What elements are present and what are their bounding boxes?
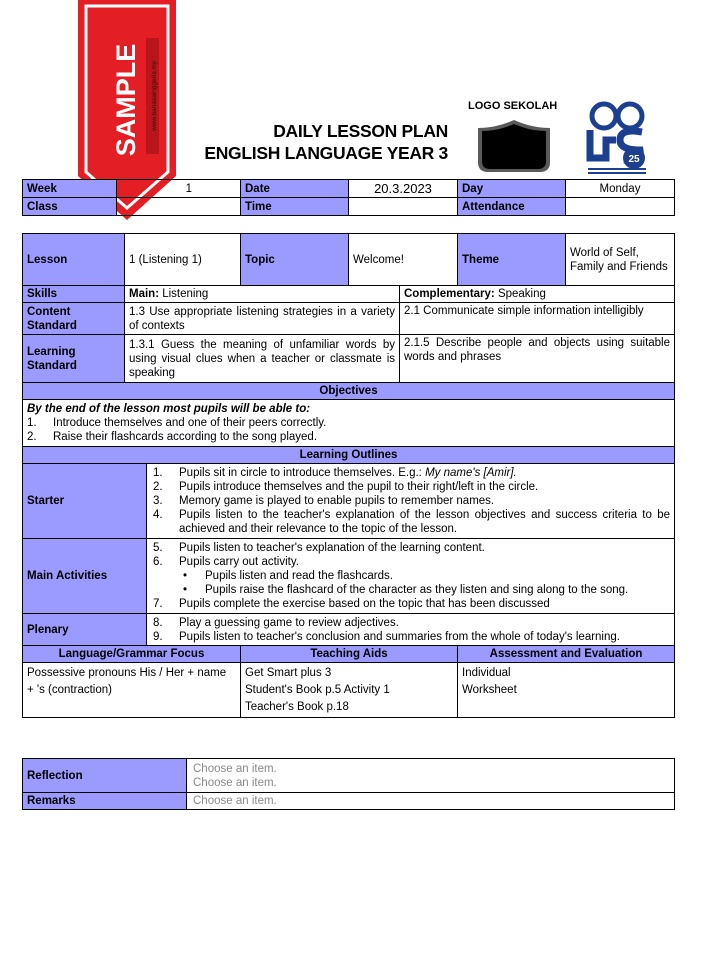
reflection-table: [22, 758, 675, 810]
theme-label: Theme: [458, 234, 566, 286]
learning-standard-label: Learning Standard: [23, 335, 125, 383]
title-line-2: ENGLISH LANGUAGE YEAR 3: [204, 143, 448, 163]
day-label: Day: [458, 180, 566, 198]
grammar-focus-value: Possessive pronouns His / Her + name + 's (contraction): [23, 663, 241, 718]
reflection-label: Reflection: [23, 759, 187, 793]
main-activities-steps: 5. Pupils listen to teacher's explanation of the learning content. 6. Pupils carry out activity. • Pupils listen and read the flashcards. • Pupils raise the flashcard of the character as they listen and sing along to the song. 7. Pupils complete the exercise based on the topic that has been discussed: [147, 539, 675, 614]
objectives-heading: Objectives: [23, 383, 675, 400]
time-label: Time: [241, 198, 349, 216]
week-label: Week: [23, 180, 117, 198]
starter-label: Starter: [23, 464, 147, 539]
learning-standard-main: 1.3.1 Guess the meaning of unfamiliar words by using visual clues when a teacher or classmate is speaking: [125, 335, 400, 383]
plenary-steps: 8. Play a guessing game to review adjectives. 9. Pupils listen to teacher's conclusion and summaries from the whole of today's learning.: [147, 614, 675, 646]
svg-text:25: 25: [628, 154, 640, 165]
week-value: 1: [117, 180, 241, 198]
lesson-value: 1 (Listening 1): [125, 234, 241, 286]
grammar-focus-heading: Language/Grammar Focus: [23, 646, 241, 663]
ministry-emblem-icon: [582, 100, 650, 178]
school-logo-shield-icon: [476, 118, 552, 174]
assessment-value: Individual Worksheet: [458, 663, 675, 718]
content-standard-main: 1.3 Use appropriate listening strategies in a variety of contexts: [125, 303, 400, 335]
remarks-label: Remarks: [23, 793, 187, 810]
plenary-label: Plenary: [23, 614, 147, 646]
lesson-table: [22, 233, 675, 718]
main-activities-label: Main Activities: [23, 539, 147, 614]
skills-main: Main: Listening: [125, 286, 400, 303]
theme-value: World of Self, Family and Friends: [566, 234, 675, 286]
remarks-dropdown[interactable]: Choose an item.: [187, 793, 675, 810]
time-value: [349, 198, 458, 216]
objectives-body: [23, 400, 675, 447]
school-logo-label: LOGO SEKOLAH: [468, 100, 558, 112]
class-value: [117, 198, 241, 216]
class-label: Class: [23, 198, 117, 216]
content-standard-label: Content Standard: [23, 303, 125, 335]
content-standard-comp: 2.1 Communicate simple information intelligibly: [400, 303, 675, 335]
skills-label: Skills: [23, 286, 125, 303]
title-line-1: DAILY LESSON PLAN: [273, 121, 448, 141]
assessment-heading: Assessment and Evaluation: [458, 646, 675, 663]
starter-steps: 1. Pupils sit in circle to introduce themselves. E.g.: My name's [Amir]. 2. Pupils introduce themselves and the pupil to their right/left in the circle. 3. Memory game is played to enable pupils to remember names. 4. Pupils listen to the teacher's explanation of the lesson objectives and success criteria to be achieved and their relevance to the topic of the lesson.: [147, 464, 675, 539]
bullet-icon: •: [183, 570, 188, 582]
date-label: Date: [241, 180, 349, 198]
sample-ribbon-text: SAMPLE: [111, 43, 141, 157]
skills-complementary: Complementary: Speaking: [400, 286, 675, 303]
lesson-label: Lesson: [23, 234, 125, 286]
learning-outlines-heading: Learning Outlines: [23, 447, 675, 464]
topic-value: Welcome!: [349, 234, 458, 286]
bullet-icon: •: [183, 584, 188, 596]
attendance-label: Attendance: [458, 198, 566, 216]
teaching-aids-value: Get Smart plus 3 Student's Book p.5 Activity 1 Teacher's Book p.18: [241, 663, 458, 718]
attendance-value: [566, 198, 675, 216]
page-title: [204, 120, 448, 164]
day-value: Monday: [566, 180, 675, 198]
reflection-dropdown[interactable]: Choose an item. Choose an item.: [187, 759, 675, 793]
info-table: [22, 179, 675, 216]
date-value: 20.3.2023: [349, 180, 458, 198]
objectives-intro: By the end of the lesson most pupils will be able to:: [27, 403, 311, 415]
teaching-aids-heading: Teaching Aids: [241, 646, 458, 663]
objective-item: 1. Introduce themselves and one of their peers correctly.: [27, 417, 327, 429]
learning-standard-comp: 2.1.5 Describe people and objects using suitable words and phrases: [400, 335, 675, 383]
topic-label: Topic: [241, 234, 349, 286]
objective-item: 2. Raise their flashcards according to the song played.: [27, 431, 318, 443]
sample-ribbon-subtext: www.bahasainggeris.my: [151, 60, 158, 132]
